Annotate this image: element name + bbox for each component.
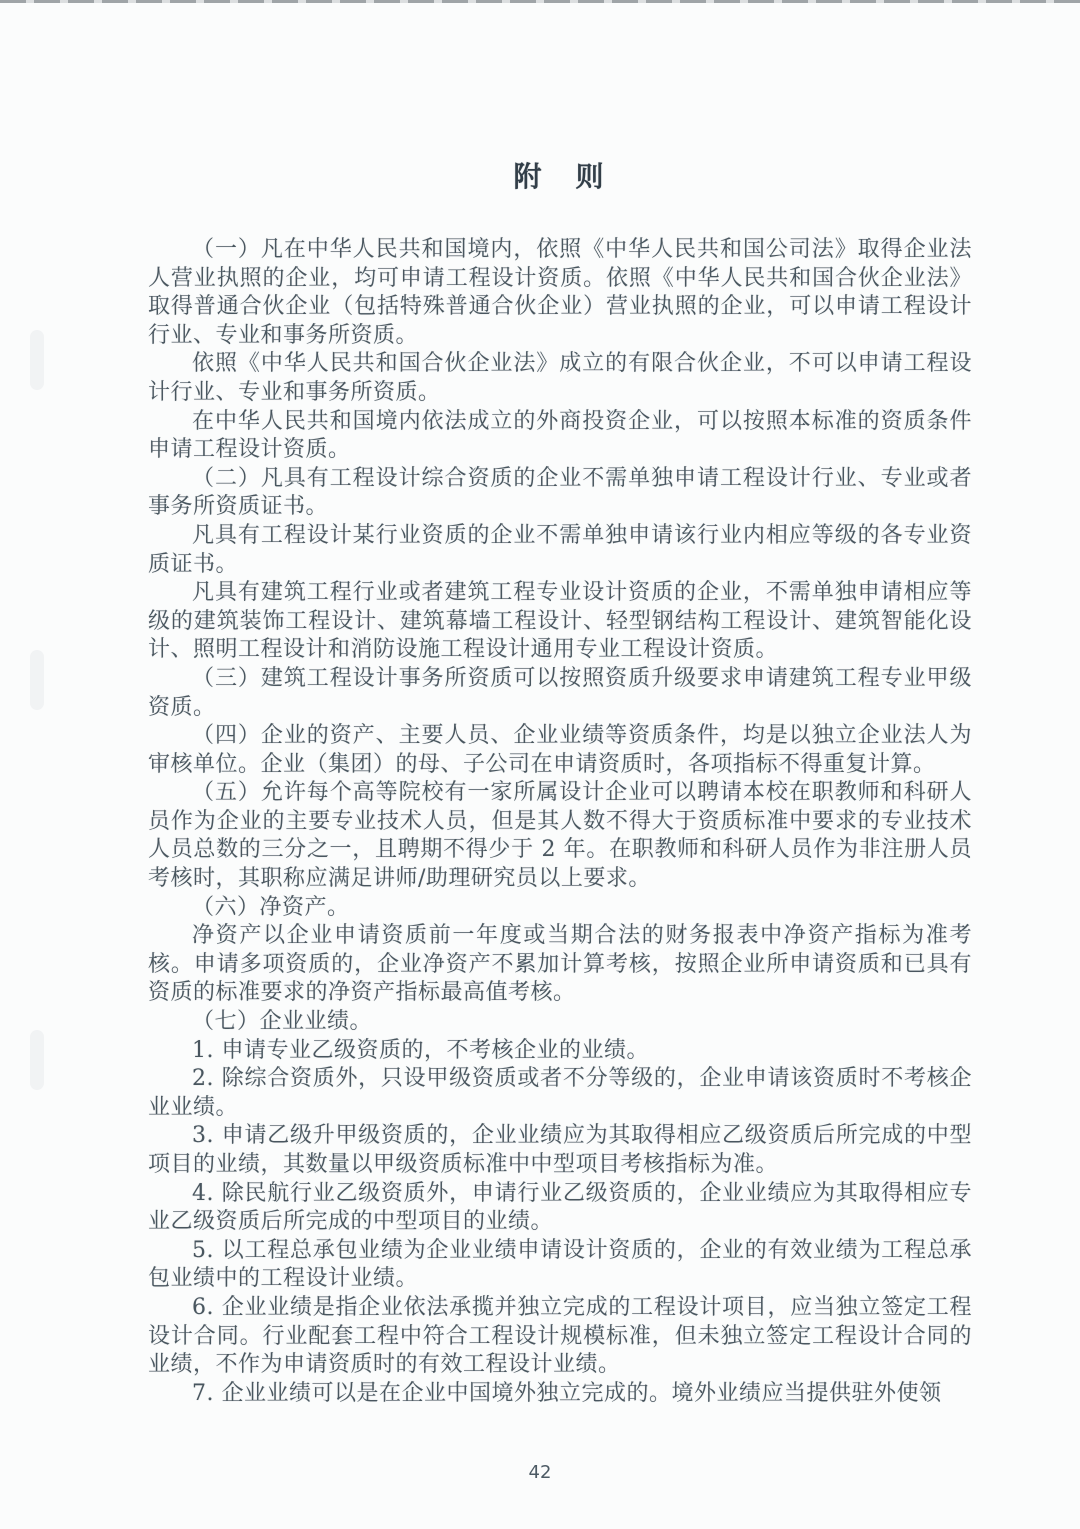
paragraph-item-7-sub-2: 2. 除综合资质外，只设甲级资质或者不分等级的，企业申请该资质时不考核企业业绩。: [148, 1066, 972, 1120]
paragraph-item-7-sub-5: 5. 以工程总承包业绩为企业业绩申请设计资质的，企业的有效业绩为工程总承包业绩中的工程设计业绩。: [148, 1237, 972, 1292]
paragraph-item-1-limited-partnership: 依照《中华人民共和国合伙企业法》成立的有限合伙企业，不可以申请工程设计行业、专业和事务所资质。: [148, 351, 972, 405]
paragraph-item-7-sub-1: 1. 申请专业乙级资质的，不考核企业的业绩。: [192, 1037, 649, 1063]
paragraph-item-2-industry-certificate: 凡具有工程设计某行业资质的企业不需单独申请该行业内相应等级的各专业资质证书。: [148, 522, 972, 577]
paragraph-item-7-sub-3: 3. 申请乙级升甲级资质的，企业业绩应为其取得相应乙级资质后所完成的中型项目的业绩，其数量以甲级资质标准中中型项目考核指标为准。: [148, 1123, 972, 1177]
paragraph-item-3: （三）建筑工程设计事务所资质可以按照资质升级要求申请建筑工程专业甲级资质。: [148, 665, 972, 720]
scan-smudge: [30, 650, 44, 710]
scan-artifact-top-line: [0, 0, 1080, 3]
scan-smudge: [30, 330, 44, 390]
document-content: [148, 160, 972, 1408]
page-number: 42: [528, 1462, 552, 1483]
scan-smudge: [30, 1030, 44, 1090]
document-body: [148, 236, 972, 1408]
paragraph-item-6-net-assets: 净资产以企业申请资质前一年度或当期合法的财务报表中净资产指标为准考核。申请多项资质的，企业净资产不累加计算考核，按照企业所申请资质和已具有资质的标准要求的净资产指标最高值考核。: [148, 923, 972, 1006]
paragraph-item-1: （一）凡在中华人民共和国境内，依照《中华人民共和国公司法》取得企业法人营业执照的企业，均可申请工程设计资质。依照《中华人民共和国合伙企业法》取得普通合伙企业（包括特殊普通合伙企业）营业执照的企业，可以申请工程设计行业、专业和事务所资质。: [148, 237, 972, 348]
paragraph-item-5: （五）允许每个高等院校有一家所属设计企业可以聘请本校在职教师和科研人员作为企业的主要专业技术人员，但是其人数不得大于资质标准中要求的专业技术人员总数的三分之一，且聘期不得少于 2 年。在职教师和科研人员作为非注册人员考核时，其职称应满足讲师/助理研究员以上要求。: [148, 780, 972, 892]
page-title: 附 则: [513, 160, 607, 193]
paragraph-item-7-sub-7: 7. 企业业绩可以是在企业中国境外独立完成的。境外业绩应当提供驻外使领: [192, 1380, 942, 1406]
paragraph-item-7-sub-6: 6. 企业业绩是指企业依法承揽并独立完成的工程设计项目，应当独立签定工程设计合同。行业配套工程中符合工程设计规模标准，但未独立签定工程设计合同的业绩，不作为申请资质时的有效工程设计业绩。: [148, 1294, 972, 1378]
paragraph-item-2: （二）凡具有工程设计综合资质的企业不需单独申请工程设计行业、专业或者事务所资质证书。: [148, 465, 972, 520]
paragraph-item-7-sub-4: 4. 除民航行业乙级资质外，申请行业乙级资质的，企业业绩应为其取得相应专业乙级资质后所完成的中型项目的业绩。: [148, 1180, 972, 1235]
paragraph-item-7-heading: （七）企业业绩。: [192, 1009, 373, 1035]
paragraph-item-1-foreign-invested: 在中华人民共和国境内依法成立的外商投资企业，可以按照本标准的资质条件申请工程设计资质。: [148, 408, 972, 463]
paragraph-item-2-construction-specialties: 凡具有建筑工程行业或者建筑工程专业设计资质的企业，不需单独申请相应等级的建筑装饰工程设计、建筑幕墙工程设计、轻型钢结构工程设计、建筑智能化设计、照明工程设计和消防设施工程设计通用专业工程设计资质。: [148, 580, 972, 663]
paragraph-item-4: （四）企业的资产、主要人员、企业业绩等资质条件，均是以独立企业法人为审核单位。企业（集团）的母、子公司在申请资质时，各项指标不得重复计算。: [148, 723, 972, 777]
paragraph-item-6-heading: （六）净资产。: [192, 894, 350, 920]
